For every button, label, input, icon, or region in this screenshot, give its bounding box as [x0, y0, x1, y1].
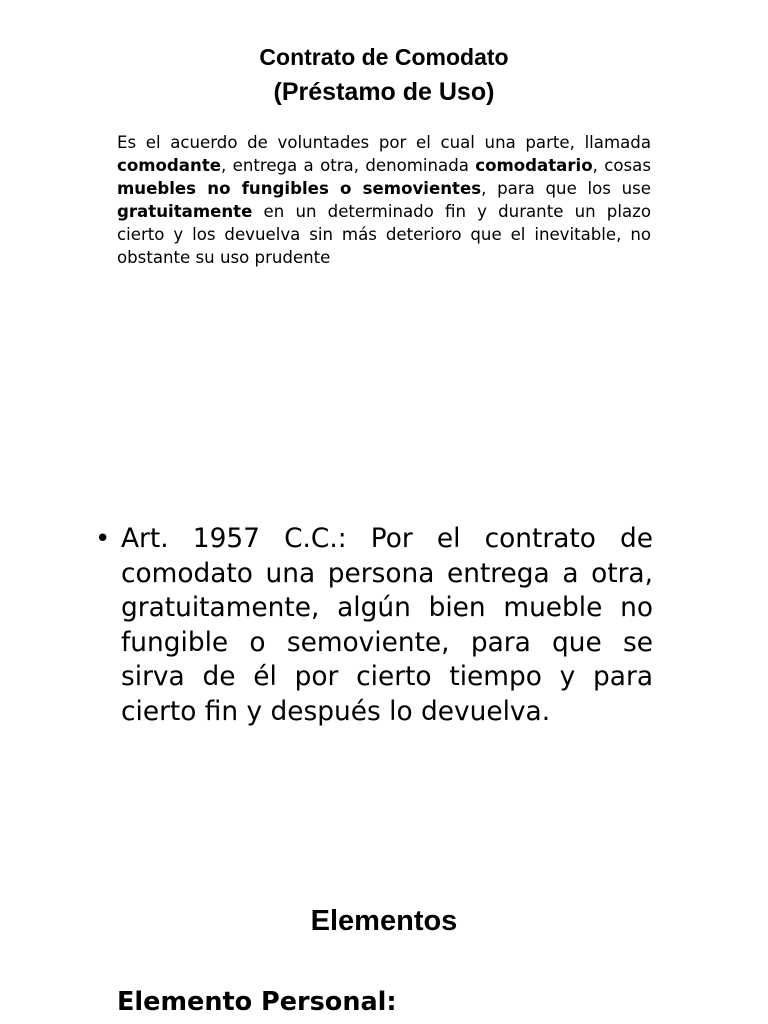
article-1957-text: Art. 1957 C.C.: Por el contrato de comodato una persona entrega a otra, gratuitamente, algún bien mueble no fungible o semoviente, para que se sirva de él por cierto tiempo y para cierto fin y después lo devuelva. — [121, 523, 653, 727]
article-1957-item — [95, 522, 653, 730]
definition-paragraph — [117, 131, 651, 269]
term-comodante: comodante — [117, 156, 222, 175]
term-muebles-no-fungibles: muebles no fungibles o semovientes — [117, 179, 482, 198]
definition-text-3: , cosas — [592, 156, 651, 175]
definition-text-2: , entrega a otra, denominada — [221, 156, 476, 175]
definition-text-4: , para que los use — [481, 179, 652, 198]
term-gratuitamente: gratuitamente — [117, 202, 253, 221]
definition-text-5: en un determinado fin y durante un plazo cierto y los devuelva sin más deterioro que el inevitable, no obstante su uso prudente — [117, 202, 651, 267]
document-title: Contrato de Comodato — [259, 44, 509, 70]
document-subtitle: (Préstamo de Uso) — [273, 78, 495, 106]
section-heading-elementos: Elementos — [310, 905, 458, 937]
subheading-elemento-personal: Elemento Personal: — [117, 987, 397, 1017]
article-list — [95, 522, 653, 730]
term-comodatario: comodatario — [475, 156, 593, 175]
bullet-icon: • — [95, 524, 111, 554]
definition-text-1: Es el acuerdo de voluntades por el cual una parte, llamada — [117, 133, 651, 152]
